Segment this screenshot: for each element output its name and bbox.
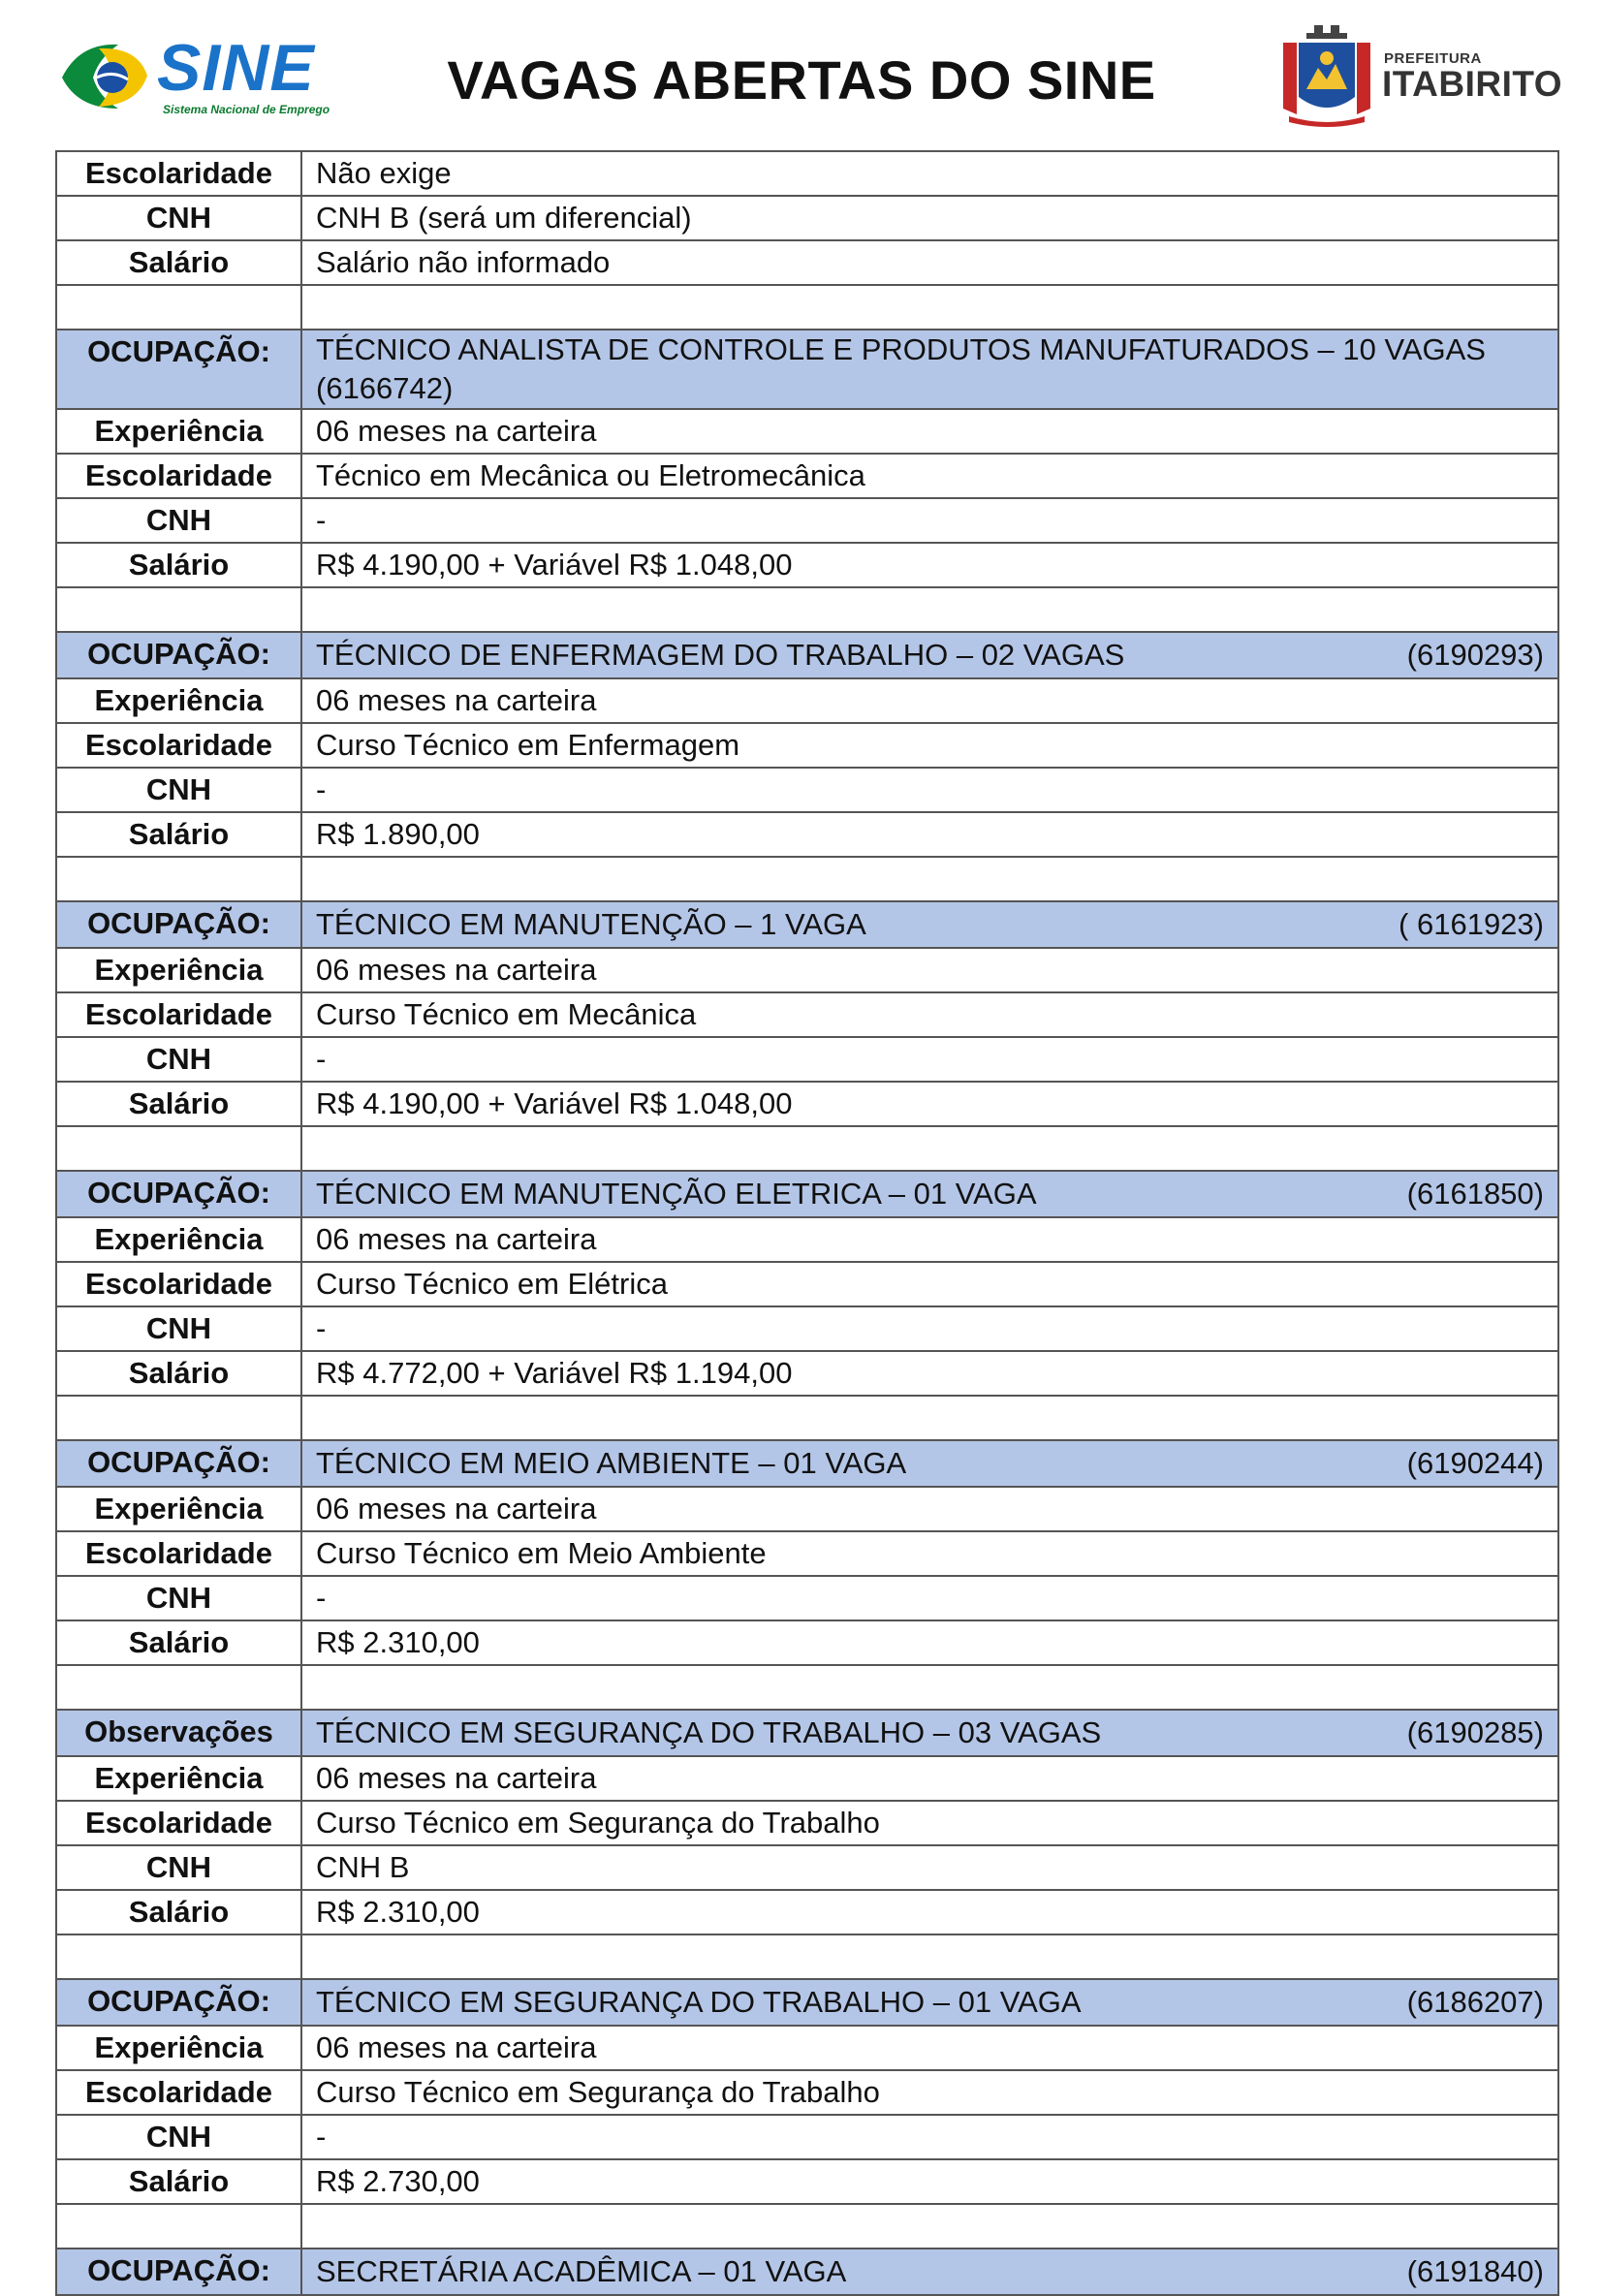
occupation-label: OCUPAÇÃO: xyxy=(56,901,301,948)
field-label: Escolaridade xyxy=(56,992,301,1037)
field-label: Salário xyxy=(56,2159,301,2204)
spacer-cell xyxy=(301,1126,1558,1171)
occupation-title: TÉCNICO EM MANUTENÇÃO – 1 VAGA xyxy=(316,907,866,941)
spacer-cell xyxy=(56,1126,301,1171)
field-row xyxy=(56,812,1558,857)
field-label: Experiência xyxy=(56,1217,301,1262)
field-value: R$ 2.310,00 xyxy=(301,1620,1558,1665)
field-row xyxy=(56,498,1558,543)
occupation-row xyxy=(56,1440,1558,1487)
field-value: 06 meses na carteira xyxy=(301,1756,1558,1801)
field-value: - xyxy=(301,498,1558,543)
field-label: CNH xyxy=(56,1037,301,1082)
field-value: Técnico em Mecânica ou Eletromecânica xyxy=(301,454,1558,498)
field-label: Salário xyxy=(56,812,301,857)
field-value: 06 meses na carteira xyxy=(301,948,1558,992)
field-value: R$ 2.310,00 xyxy=(301,1890,1558,1934)
occupation-row xyxy=(56,1979,1558,2026)
field-value: - xyxy=(301,1037,1558,1082)
field-row xyxy=(56,196,1558,240)
field-value: - xyxy=(301,1576,1558,1620)
field-value: - xyxy=(301,768,1558,812)
field-label: Salário xyxy=(56,1890,301,1934)
spacer-row xyxy=(56,1665,1558,1710)
field-value: R$ 1.890,00 xyxy=(301,812,1558,857)
occupation-title: TÉCNICO EM SEGURANÇA DO TRABALHO – 03 VAGAS xyxy=(316,1715,1102,1749)
field-label: Escolaridade xyxy=(56,723,301,768)
spacer-cell xyxy=(301,2204,1558,2249)
sine-logo-word: SINE xyxy=(157,31,315,105)
vacancy-code: (6190293) xyxy=(1406,638,1544,672)
field-value: Curso Técnico em Mecânica xyxy=(301,992,1558,1037)
field-row xyxy=(56,1620,1558,1665)
spacer-cell xyxy=(301,285,1558,330)
field-row xyxy=(56,992,1558,1037)
field-row xyxy=(56,1890,1558,1934)
field-row xyxy=(56,543,1558,587)
page-title: VAGAS ABERTAS DO SINE xyxy=(447,49,1156,110)
field-label: Experiência xyxy=(56,678,301,723)
field-value: R$ 4.772,00 + Variável R$ 1.194,00 xyxy=(301,1351,1558,1396)
field-row xyxy=(56,1487,1558,1531)
field-row xyxy=(56,1576,1558,1620)
field-label: Salário xyxy=(56,1082,301,1126)
occupation-label: Observações xyxy=(56,1710,301,1756)
field-value: Curso Técnico em Elétrica xyxy=(301,1262,1558,1306)
occupation-cell xyxy=(301,901,1558,948)
field-value: Curso Técnico em Meio Ambiente xyxy=(301,1531,1558,1576)
field-row xyxy=(56,1262,1558,1306)
occupation-label: OCUPAÇÃO: xyxy=(56,2249,301,2295)
field-row xyxy=(56,1306,1558,1351)
field-label: Salário xyxy=(56,1351,301,1396)
field-row xyxy=(56,1037,1558,1082)
field-value: Salário não informado xyxy=(301,240,1558,285)
field-label: CNH xyxy=(56,1845,301,1890)
field-value: R$ 2.730,00 xyxy=(301,2159,1558,2204)
field-value: - xyxy=(301,2115,1558,2159)
spacer-cell xyxy=(56,587,301,632)
occupation-label: OCUPAÇÃO: xyxy=(56,1171,301,1217)
job-vacancies-body xyxy=(56,151,1558,2295)
field-label: Salário xyxy=(56,543,301,587)
occupation-cell xyxy=(301,2249,1558,2295)
vacancy-code: (6190285) xyxy=(1406,1715,1544,1749)
field-value: Curso Técnico em Segurança do Trabalho xyxy=(301,1801,1558,1845)
field-value: R$ 4.190,00 + Variável R$ 1.048,00 xyxy=(301,1082,1558,1126)
field-label: Experiência xyxy=(56,1487,301,1531)
spacer-row xyxy=(56,587,1558,632)
occupation-title: TÉCNICO ANALISTA DE CONTROLE E PRODUTOS MANUFATURADOS – 10 VAGAS (6166742) xyxy=(316,332,1486,405)
prefeitura-logo xyxy=(1277,21,1568,128)
occupation-cell xyxy=(301,1979,1558,2026)
field-value: Não exige xyxy=(301,151,1558,196)
spacer-cell xyxy=(301,1396,1558,1440)
spacer-row xyxy=(56,1126,1558,1171)
field-row xyxy=(56,1531,1558,1576)
field-row xyxy=(56,1801,1558,1845)
occupation-content xyxy=(316,1444,1544,1483)
spacer-cell xyxy=(301,857,1558,901)
spacer-cell xyxy=(56,1665,301,1710)
occupation-label: OCUPAÇÃO: xyxy=(56,330,301,409)
field-label: Escolaridade xyxy=(56,151,301,196)
job-vacancies-table xyxy=(55,150,1559,2296)
field-value: 06 meses na carteira xyxy=(301,1487,1558,1531)
spacer-row xyxy=(56,285,1558,330)
field-label: Escolaridade xyxy=(56,454,301,498)
occupation-row xyxy=(56,901,1558,948)
field-row xyxy=(56,151,1558,196)
spacer-row xyxy=(56,1934,1558,1979)
occupation-row xyxy=(56,330,1558,409)
occupation-content xyxy=(316,636,1544,675)
spacer-cell xyxy=(56,285,301,330)
field-row xyxy=(56,1082,1558,1126)
field-row xyxy=(56,2026,1558,2070)
field-row xyxy=(56,1845,1558,1890)
occupation-cell xyxy=(301,1440,1558,1487)
field-value: 06 meses na carteira xyxy=(301,2026,1558,2070)
field-row xyxy=(56,1351,1558,1396)
sine-logo-subtitle: Sistema Nacional de Emprego xyxy=(163,103,330,116)
occupation-title: TÉCNICO EM MEIO AMBIENTE – 01 VAGA xyxy=(316,1446,907,1480)
field-value: Curso Técnico em Segurança do Trabalho xyxy=(301,2070,1558,2115)
field-row xyxy=(56,2115,1558,2159)
field-row xyxy=(56,2159,1558,2204)
field-value: Curso Técnico em Enfermagem xyxy=(301,723,1558,768)
vacancy-code: (6186207) xyxy=(1406,1985,1544,2019)
occupation-content xyxy=(316,1983,1544,2022)
field-row xyxy=(56,1217,1558,1262)
field-row xyxy=(56,948,1558,992)
spacer-cell xyxy=(56,1934,301,1979)
field-row xyxy=(56,1756,1558,1801)
occupation-title: SECRETÁRIA ACADÊMICA – 01 VAGA xyxy=(316,2254,847,2288)
city-crest-icon xyxy=(1277,21,1376,128)
occupation-label: OCUPAÇÃO: xyxy=(56,1979,301,2026)
occupation-title: TÉCNICO DE ENFERMAGEM DO TRABALHO – 02 VAGAS xyxy=(316,638,1125,672)
occupation-cell xyxy=(301,330,1558,409)
field-row xyxy=(56,454,1558,498)
field-value: CNH B (será um diferencial) xyxy=(301,196,1558,240)
field-value: 06 meses na carteira xyxy=(301,678,1558,723)
occupation-content xyxy=(316,1175,1544,1213)
occupation-row xyxy=(56,2249,1558,2295)
field-value: - xyxy=(301,1306,1558,1351)
spacer-cell xyxy=(301,587,1558,632)
field-label: CNH xyxy=(56,1306,301,1351)
field-value: 06 meses na carteira xyxy=(301,1217,1558,1262)
field-label: Salário xyxy=(56,1620,301,1665)
occupation-row xyxy=(56,1710,1558,1756)
spacer-cell xyxy=(56,1396,301,1440)
vacancy-code: (6190244) xyxy=(1406,1446,1544,1480)
field-label: CNH xyxy=(56,196,301,240)
field-label: Experiência xyxy=(56,409,301,454)
field-label: Escolaridade xyxy=(56,2070,301,2115)
spacer-cell xyxy=(301,1934,1558,1979)
field-row xyxy=(56,678,1558,723)
occupation-row xyxy=(56,632,1558,678)
occupation-cell xyxy=(301,1171,1558,1217)
field-label: Experiência xyxy=(56,2026,301,2070)
occupation-content xyxy=(316,905,1544,944)
occupation-content xyxy=(316,330,1544,408)
field-label: Experiência xyxy=(56,1756,301,1801)
field-label: Escolaridade xyxy=(56,1801,301,1845)
field-row xyxy=(56,768,1558,812)
field-row xyxy=(56,2070,1558,2115)
page-header xyxy=(0,0,1603,145)
spacer-cell xyxy=(56,2204,301,2249)
field-label: Experiência xyxy=(56,948,301,992)
vacancy-code: (6161850) xyxy=(1406,1177,1544,1211)
field-label: CNH xyxy=(56,768,301,812)
spacer-row xyxy=(56,857,1558,901)
spacer-cell xyxy=(301,1665,1558,1710)
field-label: Escolaridade xyxy=(56,1262,301,1306)
field-label: Escolaridade xyxy=(56,1531,301,1576)
occupation-cell xyxy=(301,632,1558,678)
occupation-content xyxy=(316,2252,1544,2291)
field-row xyxy=(56,409,1558,454)
field-row xyxy=(56,723,1558,768)
field-label: Salário xyxy=(56,240,301,285)
occupation-row xyxy=(56,1171,1558,1217)
vacancy-code: ( 6161923) xyxy=(1399,907,1544,941)
occupation-cell xyxy=(301,1710,1558,1756)
field-label: CNH xyxy=(56,1576,301,1620)
field-row xyxy=(56,240,1558,285)
vacancy-code: (6191840) xyxy=(1406,2254,1544,2288)
spacer-row xyxy=(56,1396,1558,1440)
field-label: CNH xyxy=(56,498,301,543)
city-name: ITABIRITO xyxy=(1382,64,1563,104)
spacer-cell xyxy=(56,857,301,901)
field-value: CNH B xyxy=(301,1845,1558,1890)
occupation-title: TÉCNICO EM SEGURANÇA DO TRABALHO – 01 VAGA xyxy=(316,1985,1082,2019)
field-label: CNH xyxy=(56,2115,301,2159)
occupation-label: OCUPAÇÃO: xyxy=(56,632,301,678)
prefeitura-label: PREFEITURA xyxy=(1384,50,1482,67)
spacer-row xyxy=(56,2204,1558,2249)
occupation-label: OCUPAÇÃO: xyxy=(56,1440,301,1487)
occupation-title: TÉCNICO EM MANUTENÇÃO ELETRICA – 01 VAGA xyxy=(316,1177,1037,1211)
occupation-content xyxy=(316,1714,1544,1752)
field-value: 06 meses na carteira xyxy=(301,409,1558,454)
field-value: R$ 4.190,00 + Variável R$ 1.048,00 xyxy=(301,543,1558,587)
